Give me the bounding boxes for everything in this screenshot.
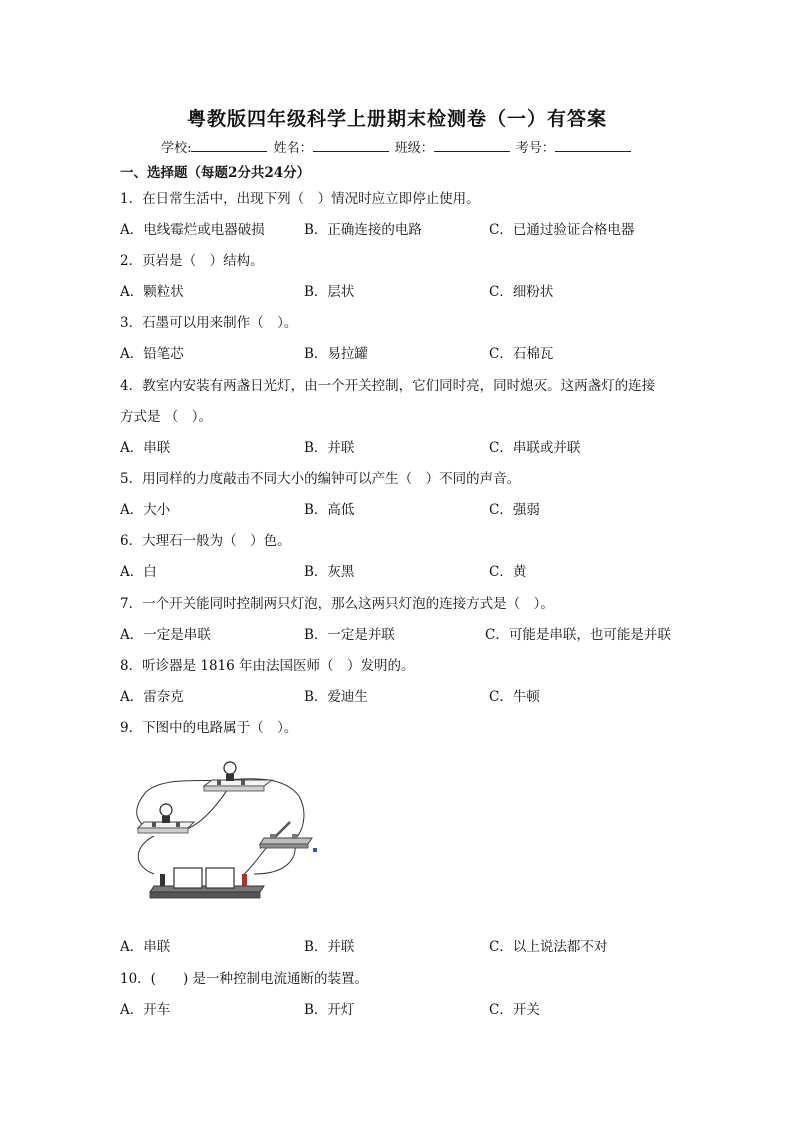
option-c: C．黄	[489, 564, 527, 580]
question-stem: 9．下图中的电路属于（ ）。	[120, 720, 298, 736]
question-stem: 10．( ) 是一种控制电流通断的装置。	[120, 971, 369, 987]
switch-board	[260, 838, 312, 844]
bulb-board-left-edge	[138, 828, 188, 833]
bulb-board-top-edge	[204, 786, 264, 791]
bulb-socket	[162, 816, 170, 823]
question-stem: 8．听诊器是 1816 年由法国医师（ ）发明的。	[120, 658, 415, 674]
option-b: B．并联	[304, 440, 355, 456]
option-c: C．以上说法都不对	[489, 939, 608, 955]
option-c: C．已通过验证合格电器	[489, 222, 635, 238]
wire	[137, 792, 146, 826]
option-a: A．白	[120, 564, 157, 580]
school-label: 学校:	[161, 141, 192, 156]
option-a: A．铅笔芯	[120, 346, 184, 362]
question-stem-continued: 方式是 （ ）。	[120, 409, 213, 425]
student-info-line	[0, 137, 794, 156]
bulb-icon	[160, 804, 172, 816]
question-stem: 5．用同样的力度敲击不同大小的编钟可以产生（ ）不同的声音。	[120, 471, 521, 487]
class-label: 班级：	[394, 141, 434, 156]
option-c: C．串联或并联	[489, 440, 581, 456]
option-a: A．串联	[120, 440, 171, 456]
class-blank[interactable]	[434, 140, 510, 152]
terminal	[241, 780, 245, 785]
option-c: C．细粉状	[489, 284, 554, 300]
question-stem: 3．石墨可以用来制作（ ）。	[120, 315, 298, 331]
battery-icon	[174, 868, 202, 888]
page-title: 粤教版四年级科学上册期末检测卷（一）有答案	[186, 108, 607, 130]
battery-icon	[206, 868, 234, 888]
terminal	[160, 874, 165, 886]
section-heading: 一、选择题（每题2分共24分）	[120, 165, 311, 181]
option-c: C．石棉瓦	[489, 346, 554, 362]
option-c: C．可能是串联，也可能是并联	[485, 627, 671, 643]
option-a: A．电线霉烂或电器破损	[120, 222, 265, 238]
question-stem: 7．一个开关能同时控制两只灯泡，那么这两只灯泡的连接方式是（ ）。	[120, 596, 554, 612]
option-b: B．并联	[304, 939, 355, 955]
question-stem: 4．教室内安装有两盏日光灯，由一个开关控制，它们同时亮，同时熄灭。这两盏灯的连接	[120, 378, 656, 394]
option-a: A．大小	[120, 502, 171, 518]
option-c: C．强弱	[489, 502, 540, 518]
option-a: A．开车	[120, 1002, 171, 1018]
switch-board-edge	[260, 844, 308, 848]
option-a: A．串联	[120, 939, 171, 955]
number-label: 考号：	[515, 141, 555, 156]
option-b: B．开灯	[304, 1002, 355, 1018]
option-b: B．灰黑	[304, 564, 355, 580]
option-a: A．一定是串联	[120, 627, 211, 643]
option-b: B．易拉罐	[304, 346, 368, 362]
option-c: C．牛顿	[489, 689, 540, 705]
option-b: B．爱迪生	[304, 689, 368, 705]
name-blank[interactable]	[313, 140, 389, 152]
terminal	[217, 780, 221, 785]
school-blank[interactable]	[191, 140, 267, 152]
question-stem: 6．大理石一般为（ ）色。	[120, 533, 291, 549]
number-blank[interactable]	[555, 140, 631, 152]
terminal	[292, 834, 298, 839]
name-label: 姓名：	[273, 141, 313, 156]
circuit-diagram-image	[124, 756, 324, 906]
option-b: B．正确连接的电路	[304, 222, 422, 238]
terminal	[242, 874, 247, 886]
question-stem: 1．在日常生活中，出现下列（ ）情况时应立即停止使用。	[120, 191, 480, 207]
question-stem: 2．页岩是（ ）结构。	[120, 253, 264, 269]
battery-holder-edge	[150, 892, 260, 898]
option-b: B．层状	[304, 284, 355, 300]
bulb-socket	[226, 774, 234, 781]
option-a: A．雷奈克	[120, 689, 184, 705]
option-c: C．开关	[489, 1002, 540, 1018]
terminal	[152, 822, 156, 827]
terminal	[176, 822, 180, 827]
option-b: B．高低	[304, 502, 355, 518]
stray-mark	[313, 848, 317, 852]
switch-lever	[274, 822, 290, 838]
terminal	[270, 834, 276, 839]
option-b: B．一定是并联	[304, 627, 395, 643]
bulb-board-top	[204, 780, 272, 786]
wire	[138, 836, 154, 874]
bulb-icon	[224, 762, 236, 774]
option-a: A．颗粒状	[120, 284, 184, 300]
